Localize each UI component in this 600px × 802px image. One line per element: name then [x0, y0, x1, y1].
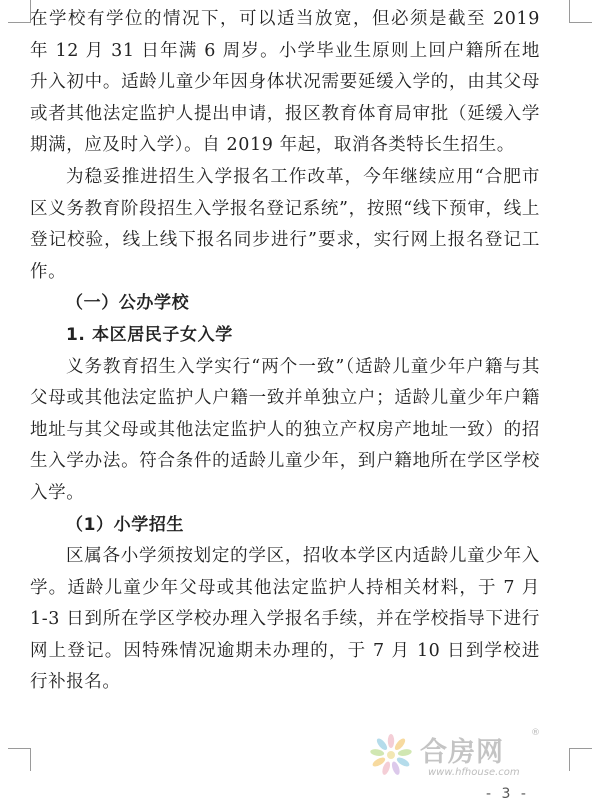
subsection-heading-residents: 1. 本区居民子女入学 [66, 324, 233, 345]
watermark-brand: 合房网 [420, 737, 504, 768]
document-body [30, 4, 540, 699]
paragraph-primary-enrollment: 区属各小学须按划定的学区，招收本学区内适龄儿童少年入学。适龄儿童少年父母或其他法定监护人持相关材料，于 7 月 1-3 日到所在学区学校办理入学报名手续，并在学校指导下进行网上登记。因特殊情况逾期未办理的，于 7 月 10 日到学校进行补报名。 [30, 546, 540, 693]
crop-mark-top-left [8, 0, 31, 23]
crop-mark-top-right [569, 0, 592, 23]
crop-mark-bottom-left [8, 748, 31, 771]
paragraph-age-requirement: 在学校有学位的情况下，可以适当放宽，但必须是截至 2019 年 12 月 31 日年满 6 周岁。小学毕业生原则上回户籍所在地升入初中。适龄儿童少年因身体状况需要延缓入学的，由其父母或者其他法定监护人提出申请，报区教育体育局审批（延缓入学期满，应及时入学）。自 2019 年起，取消各类特长生招生。 [30, 9, 540, 156]
registered-mark: ® [531, 728, 540, 738]
crop-mark-bottom-right [569, 748, 592, 771]
watermark-url: www.hfhouse.com [428, 767, 520, 778]
flower-logo-icon [368, 732, 414, 778]
page-number: - 3 - [486, 786, 529, 802]
paragraph-two-consistencies: 义务教育招生入学实行“两个一致”（适龄儿童少年户籍与其父母或其他法定监护人户籍一致并单独立户；适龄儿童少年户籍地址与其父母或其他法定监护人的独立产权房产地址一致）的招生入学办法。符合条件的适龄儿童少年，到户籍地所在学区学校入学。 [30, 356, 540, 503]
section-heading-public-schools: （一）公办学校 [66, 293, 190, 314]
subsection-heading-primary: （1）小学招生 [66, 514, 185, 535]
paragraph-registration-reform: 为稳妥推进招生入学报名工作改革，今年继续应用“合肥市区义务教育阶段招生入学报名登记系统”，按照“线下预审，线上登记校验，线上线下报名同步进行”要求，实行网上报名登记工作。 [30, 166, 540, 282]
watermark-logo [368, 728, 548, 788]
